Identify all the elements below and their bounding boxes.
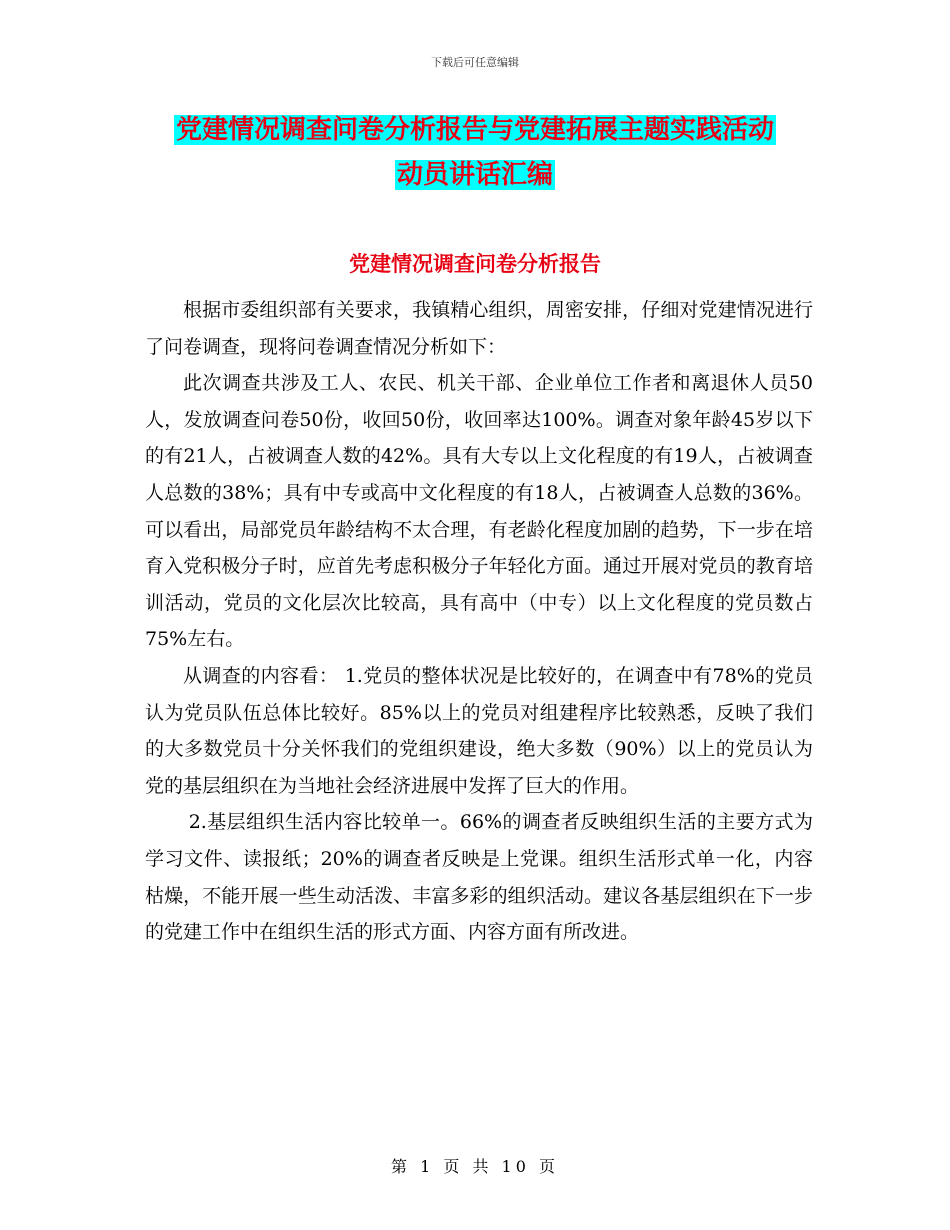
document-title-line-1 — [0, 110, 950, 150]
document-body — [145, 292, 813, 951]
title-highlight-1: 党建情况调查问卷分析报告与党建拓展主题实践活动 — [175, 115, 774, 145]
header-note: 下载后可任意编辑 — [431, 56, 519, 69]
section-heading: 党建情况调查问卷分析报告 — [349, 252, 601, 276]
title-highlight-2: 动员讲话汇编 — [396, 160, 553, 190]
page-footer: 第 1 页 共 10 页 — [391, 1157, 559, 1176]
document-title-line-2 — [0, 155, 950, 195]
paragraph-survey-scope: 此次调查共涉及工人、农民、机关干部、企业单位工作者和离退休人员50人，发放调查问卷50份，收回50份，收回率达100%。调查对象年龄45岁以下的有21人，占被调查人数的42%。具有大专以上文化程度的有19人，占被调查人总数的38%；具有中专或高中文化程度的有18人，占被调查人总数的36%。可以看出，局部党员年龄结构不太合理，有老龄化程度加剧的趋势，下一步在培育入党积极分子时，应首先考虑积极分子年轻化方面。通过开展对党员的教育培训活动，党员的文化层次比较高，具有高中（中专）以上文化程度的党员数占75%左右。 — [145, 372, 813, 651]
paragraph-findings-2: 2.基层组织生活内容比较单一。66%的调查者反映组织生活的主要方式为学习文件、读报纸；20%的调查者反映是上党课。组织生活形式单一化，内容枯燥，不能开展一些生动活泼、丰富多彩的组织活动。建议各基层组织在下一步的党建工作中在组织生活的形式方面、内容方面有所改进。 — [145, 811, 813, 944]
paragraph-findings-1: 从调查的内容看： 1.党员的整体状况是比较好的，在调查中有78%的党员认为党员队伍总体比较好。85%以上的党员对组建程序比较熟悉，反映了我们的大多数党员十分关怀我们的党组织建设，绝大多数（90%）以上的党员认为党的基层组织在为当地社会经济进展中发挥了巨大的作用。 — [145, 664, 813, 797]
paragraph-intro: 根据市委组织部有关要求，我镇精心组织，周密安排，仔细对党建情况进行了问卷调查，现将问卷调查情况分析如下： — [145, 299, 813, 358]
